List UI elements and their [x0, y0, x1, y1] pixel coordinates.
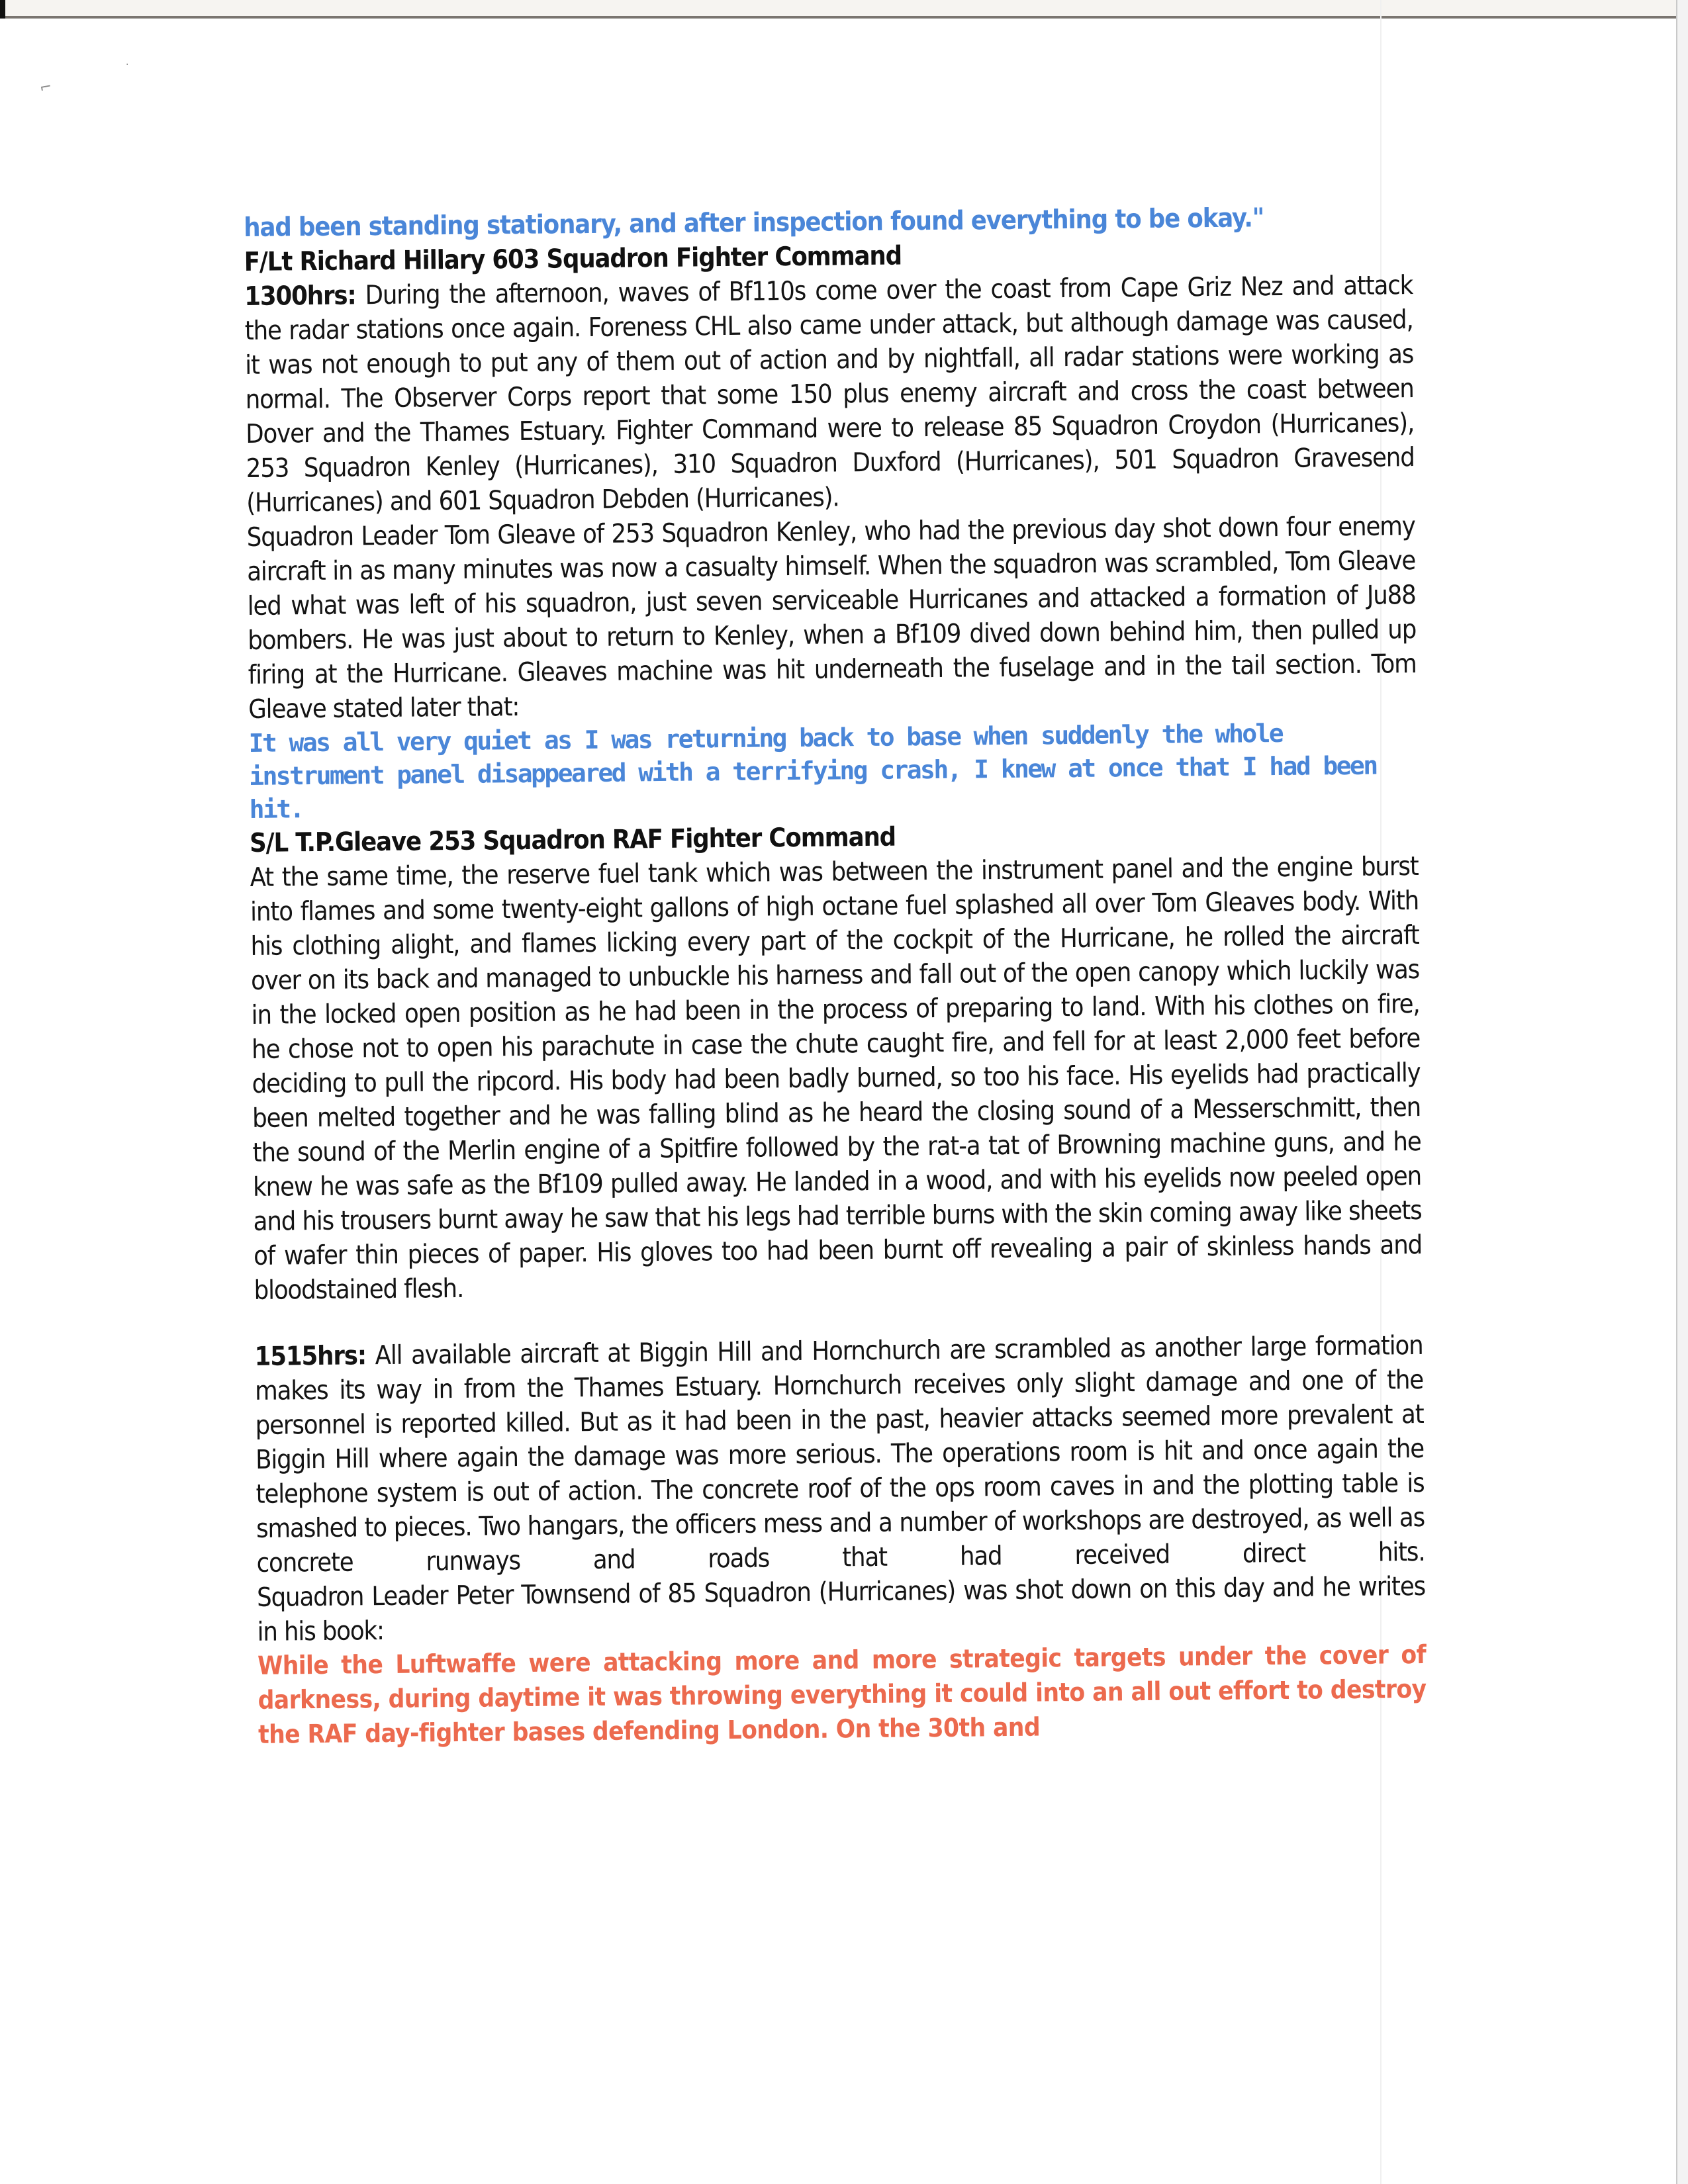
scan-speck: · — [126, 60, 129, 70]
entry-1515-main — [254, 1328, 1425, 1580]
entry-time: 1300hrs: — [244, 280, 356, 312]
quote-attribution: S/L T.P.Gleave 253 Squadron RAF Fighter Command — [249, 821, 896, 858]
scan-top-edge — [0, 0, 1688, 19]
scan-mark — [0, 0, 5, 19]
entry-text: All available aircraft at Biggin Hill and Hornchurch are scrambled as another large formation makes its way in from the Thames Estuary. Hornchurch receives only slight damage and one of the personnel is reported killed. But as it had been in the past, heavier attacks seemed more prevalent at Biggin Hill where again the damage was more serious. The operations room is hit and once again the telephone system is out of action. The concrete roof of the ops room caves in and the plotting table is smashed to pieces. Two hangars, the officers mess and a number of workshops are destroyed, as well as concrete runways and roads that had received direct hits. — [254, 1330, 1425, 1578]
quote-townsend: While the Luftwaffe were attacking more and more strategic targets under the cover of darkness, during daytime it was throwing everything it could into an all out effort to destroy the RAF day-fighter bases defending London. On the 30th and — [257, 1639, 1427, 1750]
entry-1515hrs — [254, 1328, 1425, 1649]
scan-speck: ⌐ — [38, 78, 54, 97]
quote-gleave: It was all very quiet as I was returning back to base when suddenly the whole instrument panel disappeared with a terrifying crash, I knew at once that I had been hit. — [248, 718, 1377, 824]
entry-text: During the afternoon, waves of Bf110s come over the coast from Cape Griz Nez and attack the radar stations once again. Foreness CHL also came under attack, but although damage was caused, it was not enough to put any of them out of action and by nightfall, all radar stations were working as normal. The Observer Corps report that some 150 plus enemy aircraft and cross the coast between Dover and the Thames Estuary. Fighter Command were to release 85 Squadron Croydon (Hurricanes), 253 Squadron Kenley (Hurricanes), 310 Squadron Duxford (Hurricanes), 501 Squadron Gravesend (Hurricanes) and 601 Squadron Debden (Hurricanes). — [244, 270, 1415, 518]
scan-right-edge — [1676, 0, 1688, 2184]
paragraph-gleave: Squadron Leader Tom Gleave of 253 Squadron Kenley, who had the previous day shot down four enemy aircraft in as many minutes was now a casualty himself. When the squadron was scrambled, Tom Gleave led what was left of his squadron, just seven serviceable Hurricanes and attacked a formation of Ju88 bombers. He was just about to return to Kenley, when a Bf109 dived down behind him, then pulled up firing at the Hurricane. Gleaves machine was hit underneath the fuselage and in the tail section. Tom Gleave stated later that: — [246, 511, 1417, 725]
entry-1300hrs — [244, 268, 1415, 520]
document-page — [244, 199, 1427, 1752]
quote-continuation: had been standing stationary, and after inspection found everything to be okay." — [244, 203, 1264, 243]
quote-attribution: F/Lt Richard Hillary 603 Squadron Fighter Command — [244, 240, 902, 277]
entry-time: 1515hrs: — [254, 1340, 367, 1372]
entry-text-tail: Squadron Leader Peter Townsend of 85 Squadron (Hurricanes) was shot down on this day and he writes in his book: — [256, 1570, 1426, 1647]
paragraph-fire: At the same time, the reserve fuel tank which was between the instrument panel and the engine burst into flames and some twenty-eight gallons of high octane fuel splashed all over Tom Gleaves body. With his clothing alight, and flames licking every part of the cockpit of the Hurricane, he rolled the aircraft over on its back and managed to unbuckle his harness and fall out of the open canopy which luckily was in the locked open position as he had been in the process of preparing to land. With his clothes on fire, he chose not to open his parachute in case the chute caught fire, and fell for at least 2,000 feet before deciding to pull the ripcord. His body had been badly burned, so too his face. His eyelids had practically been melted together and he was falling blind as he heard the closing sound of a Messerschmitt, then the sound of the Merlin engine of a Spitfire followed by the rat-a tat of Browning machine guns, and he knew he was safe as the Bf109 pulled away. He landed in a wood, and with his eyelids now peeled open and his trousers burnt away he saw that his legs had terrible burns with the skin coming away like sheets of wafer thin pieces of paper. His gloves too had been burnt off revealing a pair of skinless hands and bloodstained flesh. — [250, 851, 1423, 1306]
